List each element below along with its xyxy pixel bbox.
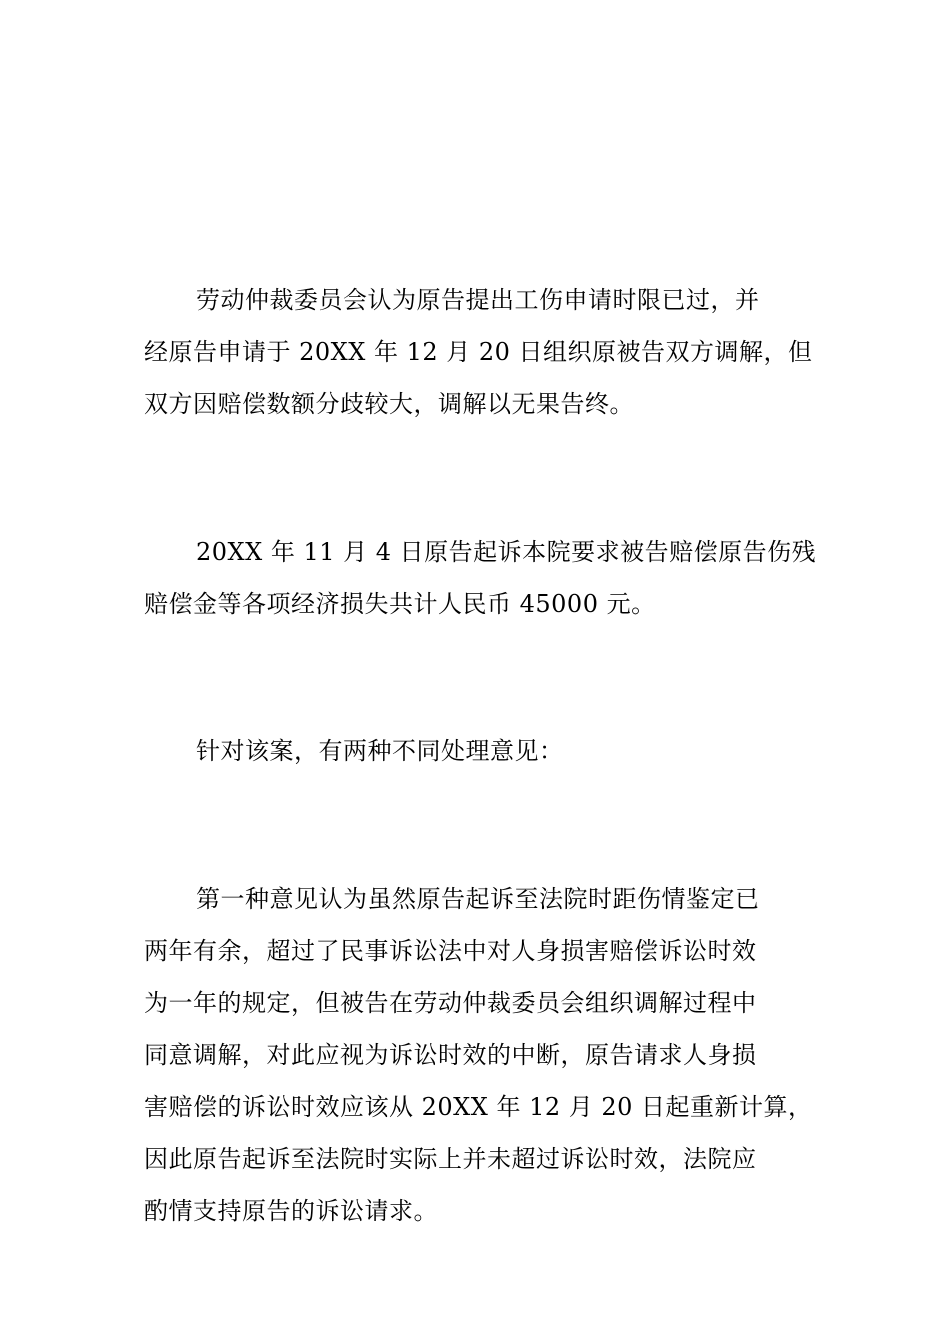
text-line: 经原告申请于 20XX 年 12 月 20 日组织原被告双方调解，但	[144, 338, 813, 366]
text-line: 两年有余，超过了民事诉讼法中对人身损害赔偿诉讼时效	[144, 937, 757, 965]
text-line: 害赔偿的诉讼时效应该从 20XX 年 12 月 20 日起重新计算，	[144, 1093, 813, 1121]
text-line: 劳动仲裁委员会认为原告提出工伤申请时限已过，并	[196, 286, 760, 314]
text-line: 赔偿金等各项经济损失共计人民币 45000 元。	[144, 590, 656, 618]
text-line: 针对该案，有两种不同处理意见：	[196, 737, 564, 765]
text-line: 因此原告起诉至法院时实际上并未超过诉讼时效，法院应	[144, 1145, 757, 1173]
text-line: 为一年的规定，但被告在劳动仲裁委员会组织调解过程中	[144, 989, 757, 1017]
text-line: 第一种意见认为虽然原告起诉至法院时距伤情鉴定已	[196, 885, 760, 913]
text-line: 20XX 年 11 月 4 日原告起诉本院要求被告赔偿原告伤残	[196, 538, 817, 566]
text-line: 酌情支持原告的诉讼请求。	[144, 1197, 438, 1225]
text-line: 同意调解，对此应视为诉讼时效的中断，原告请求人身损	[144, 1041, 757, 1069]
text-line: 双方因赔偿数额分歧较大，调解以无果告终。	[144, 390, 634, 418]
